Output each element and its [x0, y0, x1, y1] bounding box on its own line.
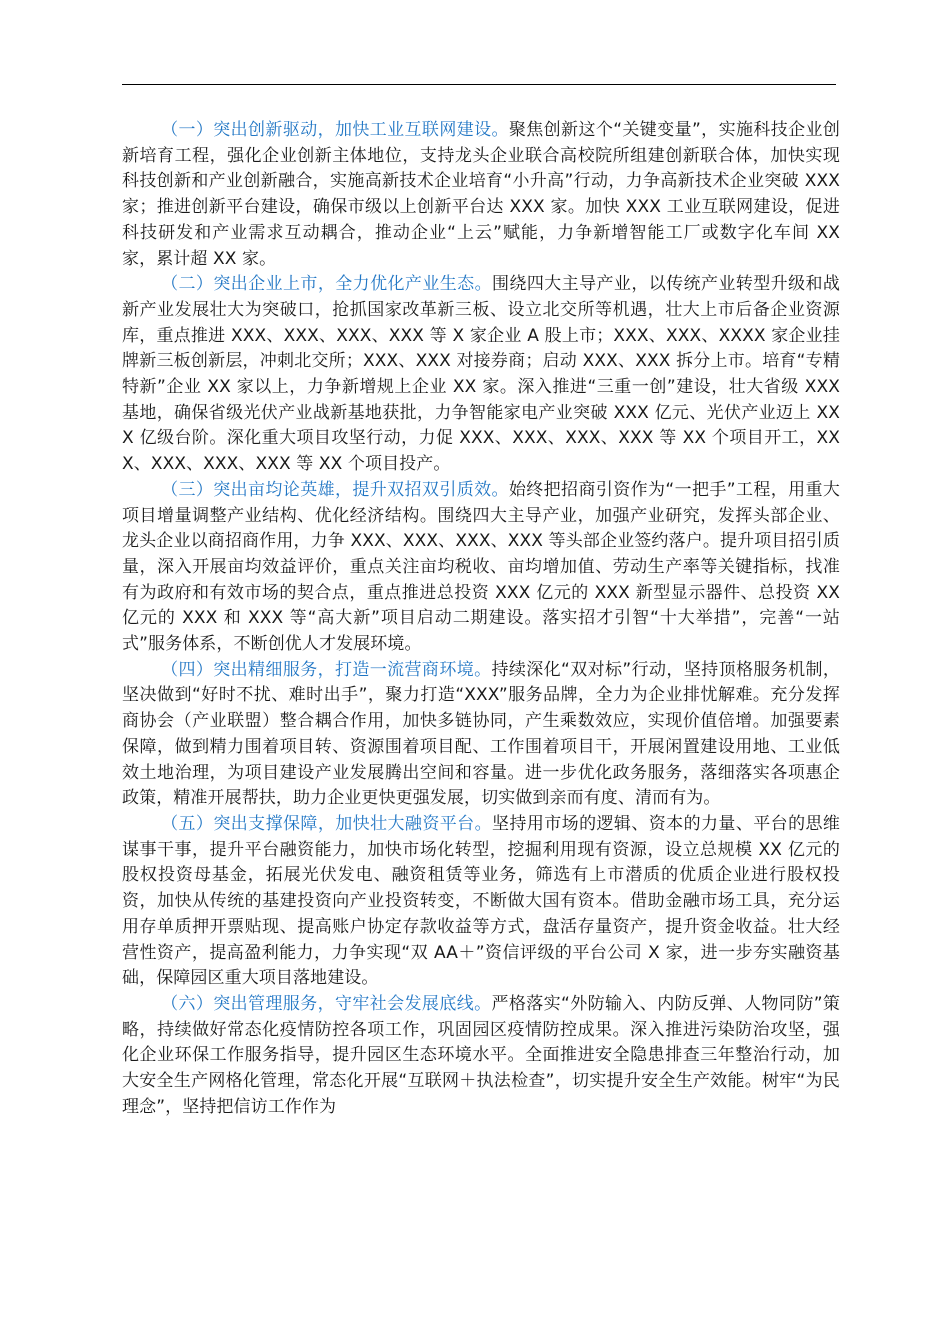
section-body-1: 聚焦创新这个“关键变量”，实施科技企业创新培育工程，强化企业创新主体地位，支持龙头企业联合高校院所组建创新联合体，加快实现科技创新和产业创新融合，实施高新技术企业培育“小升高”行动，力争高新技术企业突破 XXX 家；推进创新平台建设，确保市级以上创新平台达 XXX 家。加快 XXX 工业互联网建设，促进科技研发和产业需求互动耦合，推动企业“上云”赋能，力争新增智能工厂或数字化车间 XX 家，累计超 XX 家。 [122, 120, 840, 269]
section-paragraph-2 [122, 272, 840, 478]
section-heading-4: （四）突出精细服务，打造一流营商环境。 [161, 659, 492, 680]
section-body-2: 围绕四大主导产业，以传统产业转型升级和战新产业发展壮大为突破口，抢抓国家改革新三板、设立北交所等机遇，壮大上市后备企业资源库，重点推进 XXX、XXX、XXX、XXX 等 X 家企业 A 股上市；XXX、XXX、XXXX 家企业挂牌新三板创新层，冲刺北交所；XXX、XXX 对接券商；启动 XXX、XXX 拆分上市。培育“专精特新”企业 XX 家以上，力争新增规上企业 XX 家。深入推进“三重一创”建设，壮大省级 XXX 基地，确保省级光伏产业战新基地获批，力争智能家电产业突破 XXX 亿元、光伏产业迈上 XXX 亿级台阶。深化重大项目攻坚行动，力促 XXX、XXX、XXX、XXX 等 XX 个项目开工，XXX、XXX、XXX、XXX 等 XX 个项目投产。 [122, 274, 840, 475]
section-paragraph-3 [122, 478, 840, 658]
section-heading-6: （六）突出管理服务，守牢社会发展底线。 [161, 993, 492, 1014]
section-paragraph-5 [122, 812, 840, 992]
section-body-4: 持续深化“双对标”行动，坚持顶格服务机制，坚决做到“好时不扰、难时出手”，聚力打造“XXX”服务品牌，全力为企业排忧解难。充分发挥商协会（产业联盟）整合耦合作用，加快多链协同，产生乘数效应，实现价值倍增。加强要素保障，做到精力围着项目转、资源围着项目配、工作围着项目干，开展闲置建设用地、工业低效土地治理，为项目建设产业发展腾出空间和容量。进一步优化政务服务，落细落实各项惠企政策，精准开展帮扶，助力企业更快更强发展，切实做到亲而有度、清而有为。 [122, 659, 840, 809]
section-heading-1: （一）突出创新驱动，加快工业互联网建设。 [161, 120, 509, 140]
section-paragraph-1 [122, 118, 840, 272]
section-heading-2: （二）突出企业上市，全力优化产业生态。 [161, 274, 492, 295]
section-body-6: 严格落实“外防输入、内防反弹、人物同防”策略，持续做好常态化疫情防控各项工作，巩固园区疫情防控成果。深入推进污染防治攻坚，强化企业环保工作服务指导，提升园区生态环境水平。全面推进安全隐患排查三年整治行动，加大安全生产网格化管理，常态化开展“互联网＋执法检查”，切实提升安全生产效能。树牢“为民理念”，坚持把信访工作作为 [122, 993, 840, 1117]
section-body-3: 始终把招商引资作为“一把手”工程，用重大项目增量调整产业结构、优化经济结构。围绕四大主导产业，加强产业研究，发挥头部企业、龙头企业以商招商作用，力争 XXX、XXX、XXX、XXX 等头部企业签约落户。提升项目招引质量，深入开展亩均效益评价，重点关注亩均税收、亩均增加值、劳动生产率等关键指标，找准有为政府和有效市场的契合点，重点推进总投资 XXX 亿元的 XXX 新型显示器件、总投资 XX 亿元的 XXX 和 XXX 等“高大新”项目启动二期建设。落实招才引智“十大举措”，完善“一站式”服务体系，不断创优人才发展环境。 [122, 479, 840, 655]
document-body [122, 118, 840, 1120]
section-heading-3: （三）突出亩均论英雄，提升双招双引质效。 [161, 479, 509, 500]
section-paragraph-4 [122, 658, 840, 812]
section-paragraph-6 [122, 992, 840, 1121]
section-heading-5: （五）突出支撑保障，加快壮大融资平台。 [161, 813, 492, 834]
header-rule [122, 84, 836, 85]
section-body-5: 坚持用市场的逻辑、资本的力量、平台的思维谋事干事，提升平台融资能力，加快市场化转型，挖掘利用现有资源，设立总规模 XX 亿元的股权投资母基金，拓展光伏发电、融资租赁等业务，筛选有上市潜质的优质企业进行股权投资，加快从传统的基建投资向产业投资转变，不断做大国有资本。借助金融市场工具，充分运用存单质押开票贴现、提高账户协定存款收益等方式，盘活存量资产，提升资金收益。壮大经营性资产，提高盈利能力，力争实现“双 AA＋”资信评级的平台公司 X 家，进一步夯实融资基础，保障园区重大项目落地建设。 [122, 813, 840, 989]
